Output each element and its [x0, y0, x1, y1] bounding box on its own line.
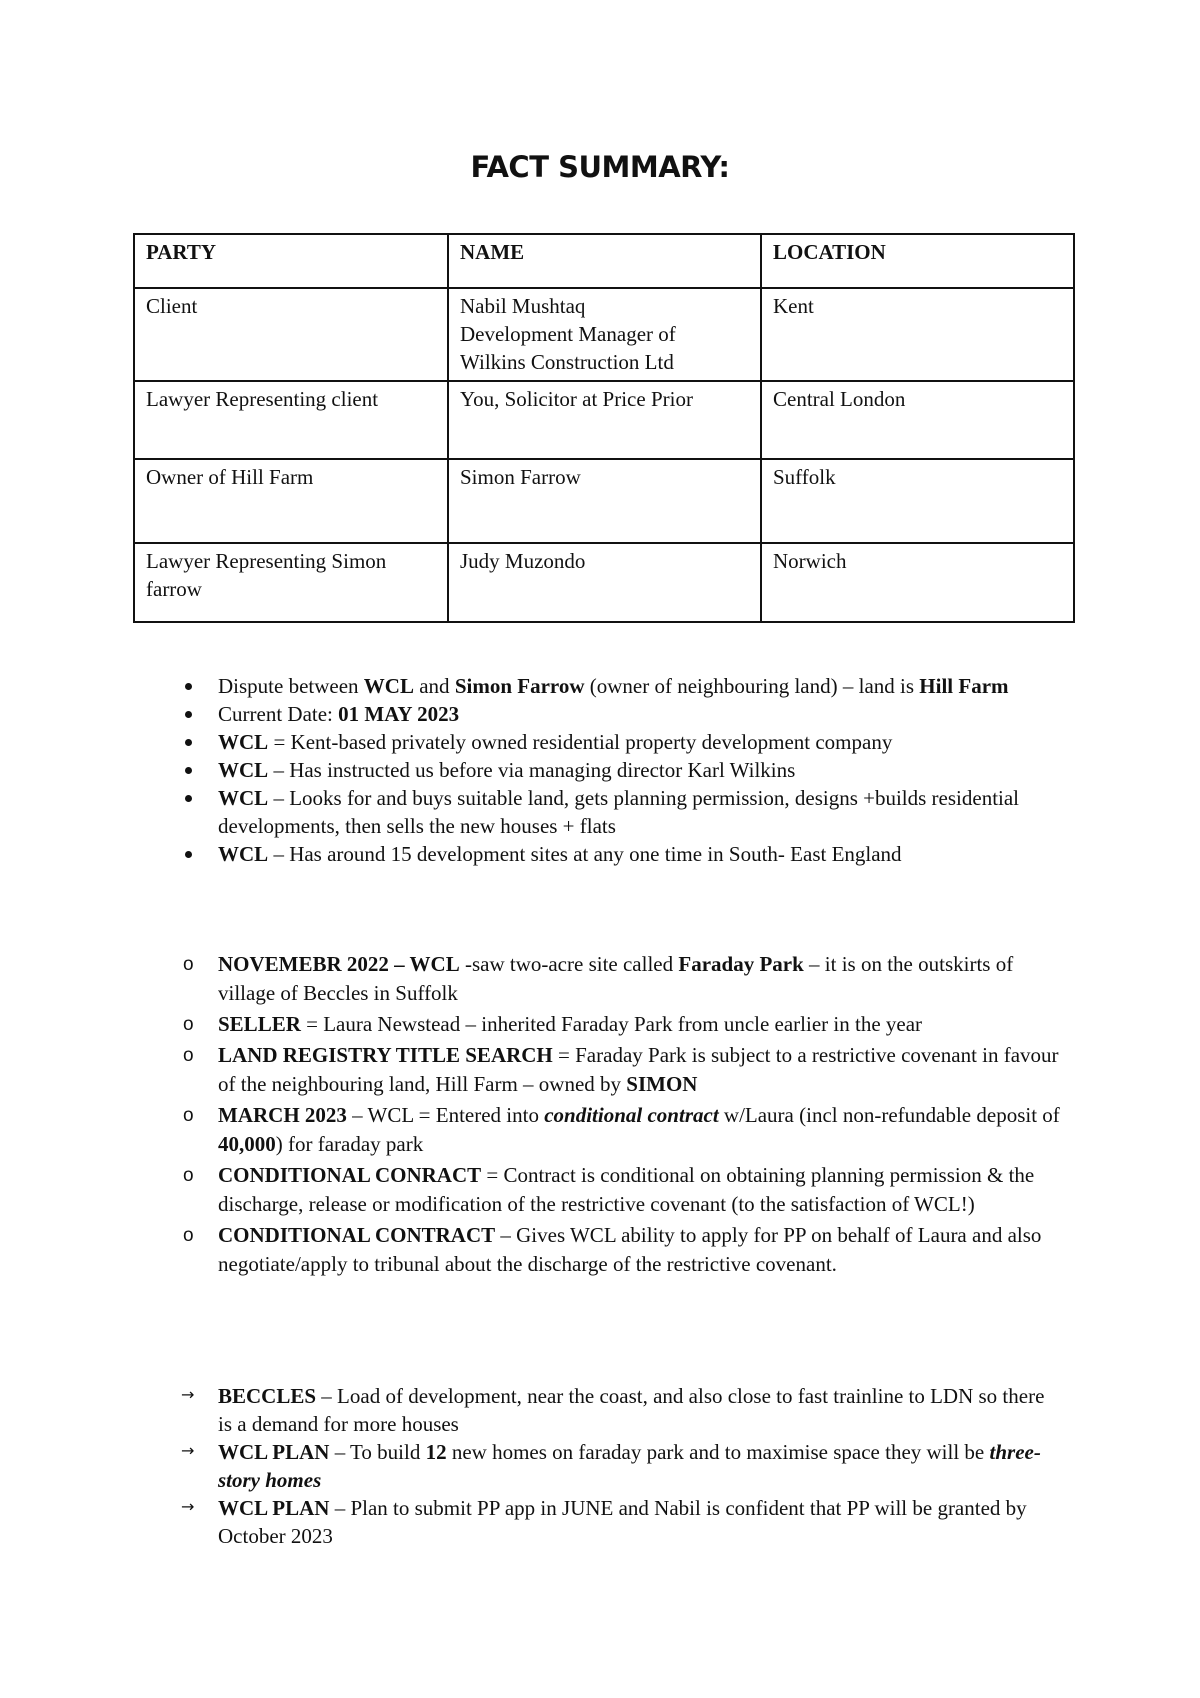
list-item [0, 672, 1200, 700]
name-cell: Judy Muzondo [448, 543, 761, 622]
party-cell: Lawyer Representing Simon farrow [134, 543, 448, 622]
party-cell: Lawyer Representing client [134, 381, 448, 459]
text-run: and [413, 674, 455, 698]
text-run: = Laura Newstead – inherited Faraday Park from uncle earlier in the year [300, 1012, 923, 1036]
text-run: ) for faraday park [275, 1132, 424, 1156]
list-item [0, 756, 1200, 784]
list-item [0, 1494, 1200, 1550]
party-cell: Client [134, 288, 448, 381]
text-run: WCL [218, 730, 269, 754]
arrow-bullet-icon: → [181, 1497, 195, 1516]
table-row [134, 381, 1074, 459]
arrow-bullet-icon: → [181, 1441, 195, 1460]
circle-bullet-icon: o [183, 1014, 194, 1035]
bullet-dot-icon [185, 851, 192, 858]
text-run: new homes on faraday park and to maximise space they will be [446, 1440, 990, 1464]
list-item [0, 1010, 1200, 1039]
text-run: WCL PLAN [218, 1496, 330, 1520]
text-run: – To build [329, 1440, 426, 1464]
list-item [0, 1101, 1200, 1159]
location-cell: Suffolk [761, 459, 1074, 543]
bullet-dot-icon [185, 683, 192, 690]
location-cell: Kent [761, 288, 1074, 381]
table-header-row [134, 234, 1074, 288]
list-item [0, 784, 1200, 840]
location-cell: Central London [761, 381, 1074, 459]
text-run: Current Date: [218, 702, 339, 726]
text-run: – Has around 15 development sites at any one time in South- East England [268, 842, 902, 866]
list-item [0, 840, 1200, 868]
table-row [134, 459, 1074, 543]
bullet-dot-icon [185, 739, 192, 746]
text-run: NOVEMEBR 2022 – WCL [218, 952, 460, 976]
table-row [134, 288, 1074, 381]
arrow-list [0, 1382, 1200, 1550]
list-item [0, 728, 1200, 756]
text-run: LAND REGISTRY TITLE SEARCH [218, 1043, 553, 1067]
header-party: PARTY [134, 234, 448, 288]
text-run: WCL PLAN [218, 1440, 330, 1464]
name-line: Nabil Mushtaq [460, 294, 586, 318]
bullet-dot-icon [185, 711, 192, 718]
text-run: -saw two-acre site called [459, 952, 679, 976]
circle-bullet-icon: o [183, 1105, 194, 1126]
circle-bullet-icon: o [183, 1165, 194, 1186]
bullet-dot-icon [185, 795, 192, 802]
list-item [0, 950, 1200, 1008]
name-cell: Simon Farrow [448, 459, 761, 543]
text-run: 01 MAY 2023 [338, 702, 460, 726]
circle-bullet-icon: o [183, 954, 194, 975]
text-run: MARCH 2023 [218, 1103, 347, 1127]
circle-bullet-icon: o [183, 1225, 194, 1246]
list-item [0, 1041, 1200, 1099]
circle-bullet-icon: o [183, 1045, 194, 1066]
text-run: – Gives WCL ability to apply for PP on behalf of Laura and also negotiate/apply to tribunal about the discharge of the restrictive covenant. [218, 1223, 1042, 1276]
text-run: = Faraday Park is subject to a restrictive covenant in favour of the neighbouring land, Hill Farm – owned by [218, 1043, 1059, 1096]
text-run: Hill Farm [919, 674, 1009, 698]
text-run: – Looks for and buys suitable land, gets planning permission, designs +builds residential developments, then sells the new houses + flats [218, 786, 1020, 838]
list-item [0, 1161, 1200, 1219]
list-item [0, 1221, 1200, 1279]
text-run: – Load of development, near the coast, and also close to fast trainline to LDN so there is a demand for more houses [218, 1384, 1045, 1436]
text-run: WCL [218, 758, 269, 782]
list-item [0, 1382, 1200, 1438]
text-run: – it is on the outskirts of village of Beccles in Suffolk [218, 952, 1014, 1005]
header-location: LOCATION [761, 234, 1074, 288]
text-run: Simon Farrow [454, 674, 585, 698]
arrow-bullet-icon: → [181, 1385, 195, 1404]
text-run: SIMON [626, 1072, 698, 1096]
location-cell: Norwich [761, 543, 1074, 622]
text-run: = Contract is conditional on obtaining planning permission & the discharge, release or modification of the restrictive covenant (to the satisfaction of WCL!) [218, 1163, 1035, 1216]
text-run: SELLER [218, 1012, 301, 1036]
fact-table [133, 233, 1075, 623]
party-cell: Owner of Hill Farm [134, 459, 448, 543]
bullet-dot-icon [185, 767, 192, 774]
list-item [0, 1438, 1200, 1494]
page-title: FACT SUMMARY: [470, 150, 730, 184]
text-run: WCL [363, 674, 414, 698]
bullet-list [0, 672, 1200, 868]
text-run: WCL [218, 786, 269, 810]
name-line: Wilkins Construction Ltd [460, 350, 674, 374]
text-run: CONDITIONAL CONRACT [218, 1163, 482, 1187]
header-name: NAME [448, 234, 761, 288]
text-run: conditional contract [544, 1103, 719, 1127]
circle-list [0, 950, 1200, 1281]
text-run: w/Laura (incl non-refundable deposit of [718, 1103, 1060, 1127]
table-row [134, 543, 1074, 622]
text-run: Dispute between [218, 674, 364, 698]
text-run: BECCLES [218, 1384, 317, 1408]
list-item [0, 700, 1200, 728]
text-run: – Plan to submit PP app in JUNE and Nabil is confident that PP will be granted by October 2023 [218, 1496, 1027, 1548]
text-run: (owner of neighbouring land) – land is [584, 674, 920, 698]
name-line: Development Manager of [460, 322, 676, 346]
text-run: WCL [218, 842, 269, 866]
text-run: – Has instructed us before via managing director Karl Wilkins [268, 758, 796, 782]
text-run: Faraday Park [678, 952, 804, 976]
name-cell [448, 288, 761, 381]
text-run: – WCL = Entered into [346, 1103, 545, 1127]
text-run: 12 [425, 1440, 447, 1464]
text-run: CONDITIONAL CONTRACT [218, 1223, 496, 1247]
text-run: 40,000 [218, 1132, 276, 1156]
text-run: three-story homes [218, 1440, 1041, 1492]
text-run: = Kent-based privately owned residential property development company [268, 730, 893, 754]
name-cell: You, Solicitor at Price Prior [448, 381, 761, 459]
